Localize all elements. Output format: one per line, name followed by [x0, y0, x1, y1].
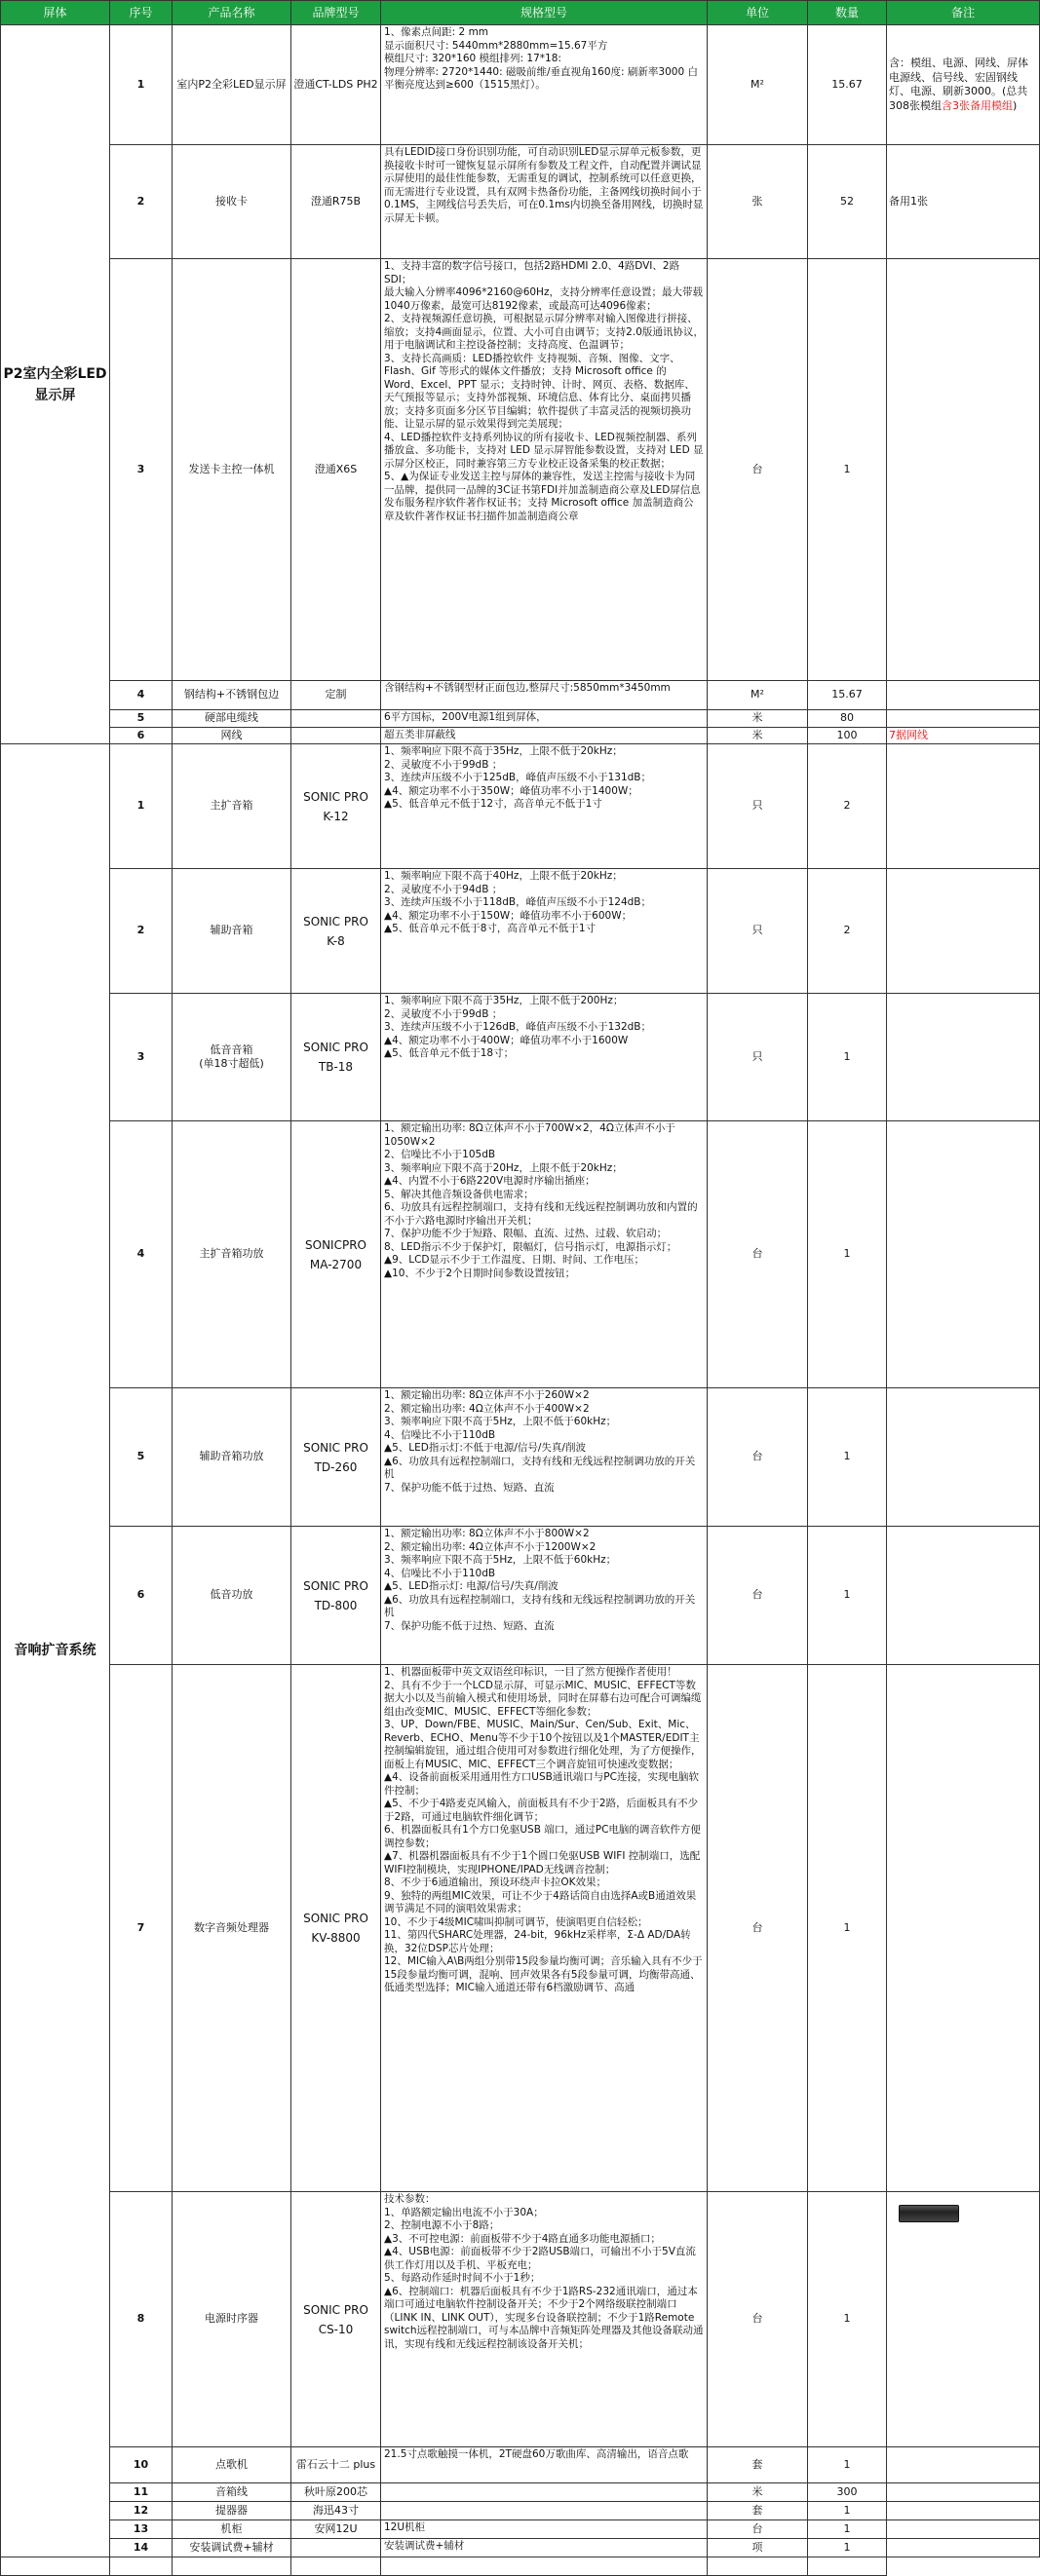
row-seq: 14 [110, 2539, 173, 2557]
row-seq: 1 [110, 744, 173, 869]
row-remark [887, 2192, 1040, 2447]
row-spec: 6平方国标，200V电源1组到屏体， [381, 710, 708, 728]
remark-text: 含：模组、电源、网线、屏体电源线、信号线、宏固钢线灯、电源、刷新3000。(总共308张模组 [889, 57, 1028, 112]
sequencer-device-image [899, 2205, 959, 2222]
row-remark [887, 869, 1040, 994]
row-spec: 21.5寸点歌触摸一体机，2T硬盘60万歌曲库、高清输出，语音点歌 [381, 2447, 708, 2483]
row-remark [887, 1665, 1040, 2192]
row-product: 辅助音箱功放 [173, 1388, 291, 1527]
row-spec: 技术参数： 1、单路额定输出电流不小于30A； 2、控制电源不小于8路； ▲3、不可控电源：前面板带不少于4路直通多功能电源插口； ▲4、USB电源：前面板带不少于2路USB端口，可输出不小于5V直流供工作灯用以及手机、平板充电； 5、每路动作延时时间不小于1秒； ▲6、控制端口：机器后面板具有不少于1路RS-232通讯端口，通过本端口可通过电脑软件控制设备开关；不少于2个网络级联控制端口（LINK IN、LINK OUT），实现多台设备联控制；不少于1路Remote switch远程控制端口，可与本品牌中音频矩阵处理器及其他设备联动通讯，实现有线和无线远程控制该设备开关机； [381, 2192, 708, 2447]
header-system: 屏体 [1, 1, 110, 25]
row-spec [381, 2483, 708, 2502]
row-seq: 3 [110, 994, 173, 1121]
row-qty: 1 [808, 259, 887, 681]
header-seq: 序号 [110, 1, 173, 25]
row-qty: 2 [808, 869, 887, 994]
row-product: 低音音箱 (单18寸超低) [173, 994, 291, 1121]
row-model: SONIC PRO TD-800 [291, 1527, 381, 1665]
table-row [1, 744, 1040, 869]
row-model: 雷石云十二 plus [291, 2447, 381, 2483]
row-unit: 套 [708, 2502, 808, 2520]
row-model [173, 2557, 291, 2576]
header-unit: 单位 [708, 1, 808, 25]
row-unit: 台 [708, 2520, 808, 2539]
row-qty: 300 [808, 2483, 887, 2502]
row-spec: 1、像素点间距: 2 mm 显示面积尺寸: 5440mm*2880mm=15.67平方 模组尺寸: 320*160 模组排列: 17*18: 物理分辨率: 2720*1440: 磁吸前维/垂直视角160度: 刷新率3000 白平衡亮度达到≥600（1515黑灯）。 [381, 25, 708, 145]
row-remark [887, 259, 1040, 681]
row-remark [887, 2520, 1040, 2539]
row-unit: 台 [708, 1121, 808, 1388]
header-brand-model: 品牌型号 [291, 1, 381, 25]
row-product: 硬部电缆线 [173, 710, 291, 728]
row-unit: 只 [708, 869, 808, 994]
row-unit: 项 [708, 2539, 808, 2557]
row-qty: 1 [808, 2192, 887, 2447]
row-qty: 1 [808, 1121, 887, 1388]
row-seq: 5 [110, 710, 173, 728]
row-qty: 1 [808, 2502, 887, 2520]
row-product: 音箱线 [173, 2483, 291, 2502]
row-spec: 1、频率响应下限不高于35Hz，上限不低于200Hz； 2、灵敏度不小于99dB ； 3、连续声压级不小于126dB，峰值声压级不小于132dB； ▲4、额定功率不小于400W；峰值功率不小于1600W ▲5、低音单元不低于18寸； [381, 994, 708, 1121]
row-remark [808, 2557, 887, 2576]
table-row [1, 259, 1040, 681]
row-product: 安装调试费+辅材 [173, 2539, 291, 2557]
row-spec: 1、额定输出功率: 8Ω立体声不小于700W×2，4Ω立体声不小于1050W×2 2、信噪比不小于105dB 3、频率响应下限不高于20Hz，上限不低于20kHz； ▲4、内置不小于6路220V电源时序输出插座； 5、解决其他音频设备供电需求； 6、功放具有远程控制端口，支持有线和无线远程控制调功放和内置的不小于六路电源时序输出开关机； 7、保护功能不少于短路、限幅、直流、过热、过载、软启动； 8、LED指示不少于保护灯，限幅灯，信号指示灯，电源指示灯； ▲9、LCD显示不少于工作温度、日期、时间、工作电压； ▲10、不少于2个日期时间参数设置按钮； [381, 1121, 708, 1388]
row-spec: 1、额定输出功率: 8Ω立体声不小于260W×2 2、额定输出功率: 4Ω立体声不小于400W×2 3、频率响应下限不高于5Hz，上限不低于60kHz； 4、信噪比不小于110dB ▲5、LED指示灯:不低于电源/信号/失真/削波 ▲6、功放具有远程控制端口，支持有线和无线远程控制调功放的开关机 7、保护功能不低于过热、短路、直流 [381, 1388, 708, 1527]
row-product: 发送卡主控一体机 [173, 259, 291, 681]
row-remark [887, 744, 1040, 869]
row-spec [381, 2502, 708, 2520]
row-remark [887, 2539, 1040, 2557]
row-spec: 超五类非屏蔽线 [381, 727, 708, 744]
table-row [1, 869, 1040, 994]
row-qty: 2 [808, 744, 887, 869]
row-seq: 1 [110, 25, 173, 145]
table-row [1, 2192, 1040, 2447]
row-seq: 7 [110, 1665, 173, 2192]
row-unit: 只 [708, 744, 808, 869]
table-row [1, 681, 1040, 710]
row-seq: 6 [110, 727, 173, 744]
header-spec: 规格型号 [381, 1, 708, 25]
row-seq [1, 2557, 110, 2576]
row-model [291, 2539, 381, 2557]
row-product: 接收卡 [173, 145, 291, 259]
row-unit: M² [708, 25, 808, 145]
header-product: 产品名称 [173, 1, 291, 25]
row-unit: 台 [708, 259, 808, 681]
row-unit: 套 [708, 2447, 808, 2483]
row-spec [291, 2557, 381, 2576]
row-spec: 1、机器面板带中英文双语丝印标识，一目了然方便操作者使用！ 2、具有不少于一个LCD显示屏，可显示MIC、MUSIC、EFFECT等数据大小以及当前输入模式和使用场景，同时在屏幕右边可配合可调编缆组由改变MIC、MUSIC、EFFECT等细化参数； 3、UP、Down/FBE、MUSIC、Main/Sur、Cen/Sub、Exit、Mic、Reverb、ECHO、Menu等不少于10个按钮以及1个MASTER/EDIT主控制编辑旋钮，通过组合使用可对参数进行细化处理，为了方便操作，面板上有MUSIC、MIC、EFFECT三个调音旋钮可快速改变数据； ▲4、设备前面板采用通用性方口USB通讯端口与PC连接，实现电脑软件控制； ▲5、不少于4路麦克风输入，前面板具有不少于2路，后面板具有不少于2路，可通过电脑软件细化调节； 6、机器面板具有1个方口免驱USB 端口，通过PC电脑的调音软件方便调控参数； ▲7、机器机器面板具有不少于1个圆口免驱USB WIFI 控制端口，选配WIFI控制模块，实现IPHONE/IPAD无线调音控制； 8、不少于6通道输出，预设环绕声卡拉OK效果； 9、独特的两组MIC效果，可让不少于4路话筒自由选择A或B通道效果调节满足不同的演唱效果需求； 10、不少于4级MIC啸叫抑制可调节，使演唱更自信轻松； 11、第四代SHARC处理器，24-bit，96kHz采样率，Σ-Δ AD/DA转换，32位DSP芯片处理； 12、MIC输入A\B两组分别带15段参量均衡可调；音乐输入具有不少于15段参量均衡可调，混响、回声效果各有5段参量可调，均衡带高通、低通类型选择；MIC输入通道还带有6档激励调节、高通 [381, 1665, 708, 2192]
row-unit: 只 [708, 994, 808, 1121]
row-qty: 80 [808, 710, 887, 728]
row-qty: 1 [808, 1388, 887, 1527]
row-remark [887, 2502, 1040, 2520]
row-product: 机柜 [173, 2520, 291, 2539]
row-product [110, 2557, 173, 2576]
row-model: SONIC PRO K-12 [291, 744, 381, 869]
row-model: 澄通CT-LDS PH2 [291, 25, 381, 145]
row-seq: 4 [110, 681, 173, 710]
row-remark: 备用1张 [887, 145, 1040, 259]
row-product: 电源时序器 [173, 2192, 291, 2447]
row-unit: 张 [708, 145, 808, 259]
row-qty: 52 [808, 145, 887, 259]
table-row [1, 25, 1040, 145]
row-seq: 8 [110, 2192, 173, 2447]
row-model [291, 727, 381, 744]
row-product: 室内P2全彩LED显示屏 [173, 25, 291, 145]
header-row [1, 1, 1040, 25]
group-led: P2室内全彩LED显示屏 [1, 25, 110, 744]
row-product: 数字音频处理器 [173, 1665, 291, 2192]
row-remark [887, 1527, 1040, 1665]
row-spec: 安装调试费+辅材 [381, 2539, 708, 2557]
row-seq: 11 [110, 2483, 173, 2502]
row-seq: 2 [110, 145, 173, 259]
table-row [1, 2557, 1040, 2576]
row-unit: 台 [708, 1388, 808, 1527]
row-product: 点歌机 [173, 2447, 291, 2483]
row-product: 主扩音箱 [173, 744, 291, 869]
row-unit: 台 [708, 1665, 808, 2192]
row-model [291, 710, 381, 728]
row-unit: 台 [708, 2192, 808, 2447]
row-product: 网线 [173, 727, 291, 744]
row-qty [708, 2557, 808, 2576]
table-row [1, 2502, 1040, 2520]
row-product: 提器器 [173, 2502, 291, 2520]
table-row [1, 2520, 1040, 2539]
row-model: 海迅43寸 [291, 2502, 381, 2520]
table-row [1, 2483, 1040, 2502]
row-spec: 含钢结构+不锈钢型材正面包边,整屏尺寸:5850mm*3450mm [381, 681, 708, 710]
row-seq: 6 [110, 1527, 173, 1665]
row-product: 辅助音箱 [173, 869, 291, 994]
row-spec: 1、频率响应下限不高于40Hz，上限不低于20kHz； 2、灵敏度不小于94dB ； 3、连续声压级不小于118dB，峰值声压级不小于124dB； ▲4、额定功率不小于150W；峰值功率不小于600W； ▲5、低音单元不低于8寸，高音单元不低于1寸 [381, 869, 708, 994]
row-model: SONIC PRO TB-18 [291, 994, 381, 1121]
table-row [1, 1665, 1040, 2192]
row-spec: 具有LEDID接口身份识别功能，可自动识别LED显示屏单元板参数，更换接收卡时可一键恢复显示屏所有参数及工程文件，自动配置并调试显示屏使用的最佳性能参数，无需重复的调试，控制系统可以任意更换，而无需进行专业设置，具有双网卡热备份功能，主备网线切换时间小于0.1MS，主网线信号丢失后，可在0.1ms内切换至备用网线，切换时显示屏无卡顿。 [381, 145, 708, 259]
row-remark [887, 710, 1040, 728]
row-model: 澄通X6S [291, 259, 381, 681]
row-remark [887, 1388, 1040, 1527]
row-qty: 15.67 [808, 25, 887, 145]
row-model: 秋叶原200芯 [291, 2483, 381, 2502]
row-product: 钢结构+不锈钢包边 [173, 681, 291, 710]
row-remark: 7据网线 [887, 727, 1040, 744]
row-qty: 1 [808, 994, 887, 1121]
row-model: 澄通R75B [291, 145, 381, 259]
row-qty: 1 [808, 2520, 887, 2539]
row-model: SONIC PRO KV-8800 [291, 1665, 381, 2192]
row-remark [887, 994, 1040, 1121]
row-unit: M² [708, 681, 808, 710]
row-unit: 台 [708, 1527, 808, 1665]
row-qty: 1 [808, 2447, 887, 2483]
row-qty: 1 [808, 1665, 887, 2192]
row-seq: 10 [110, 2447, 173, 2483]
table-row [1, 1527, 1040, 1665]
remark-red-text: 含3张备用模组 [942, 98, 1013, 112]
row-seq: 4 [110, 1121, 173, 1388]
row-unit: 米 [708, 710, 808, 728]
row-remark: 含：模组、电源、网线、屏体电源线、信号线、宏固钢线灯、电源、刷新3000。(总共308张模组含3张备用模组) [887, 25, 1040, 145]
row-product: 低音功放 [173, 1527, 291, 1665]
table-row [1, 1388, 1040, 1527]
group-audio: 音响扩音系统 [1, 744, 110, 2557]
table-row [1, 2447, 1040, 2483]
row-unit: 米 [708, 727, 808, 744]
table-row [1, 994, 1040, 1121]
row-remark [887, 681, 1040, 710]
row-qty: 15.67 [808, 681, 887, 710]
row-spec: 1、支持丰富的数字信号接口，包括2路HDMI 2.0、4路DVI、2路SDI； 最大输入分辨率4096*2160@60Hz，支持分辨率任意设置；最大带载1040万像素，最宽可达8192像素，或最高可达4096像素； 2、支持视频源任意切换，可根据显示屏分辨率对输入图像进行拼接、缩放；支持4画面显示，位置、大小可自由调节；支持2.0版通讯协议，用于电脑调试和主控设备控制；支持高度、色温调节； 3、支持长高画质：LED播控软件 支持视频、音频、图像、文字、Flash、Gif 等形式的媒体文件播放；支持 Microsoft office 的 Word、Excel、PPT 显示；支持时钟、计时、网页、表格、数据库、天气预报等显示；支持外部视频、环境信息、体育比分、桌面拷贝播放；支持多页面多分区节目编辑；软件提供了丰富灵活的视频切换功能、让显示屏的显示效果得到完美展现； 4、LED播控软件支持系列协议的所有接收卡、LED视频控制器、系列播放盒、多功能卡，支持对 LED 显示屏智能参数设置，支持对 LED 显示屏分区校正，同时兼容第三方专业校正设备采集的校正数据； 5、▲为保证专业发送主控与屏体的兼容性，发送主控需与接收卡为同一品牌，提供同一品牌的3C证书第FDI并加盖制造商公章及LED屏信息发布服务程序软件著作权证书；支持 Microsoft office 加盖制造商公章及软件著作权证书扫描件加盖制造商公章 [381, 259, 708, 681]
table-row [1, 710, 1040, 728]
row-seq: 5 [110, 1388, 173, 1527]
row-model: 定制 [291, 681, 381, 710]
row-product: 主扩音箱功放 [173, 1121, 291, 1388]
row-model: 安网12U [291, 2520, 381, 2539]
row-seq: 3 [110, 259, 173, 681]
row-model: SONIC PRO TD-260 [291, 1388, 381, 1527]
row-remark [887, 1121, 1040, 1388]
table-row [1, 2539, 1040, 2557]
row-spec: 1、额定输出功率: 8Ω立体声不小于800W×2 2、额定输出功率: 4Ω立体声不小于1200W×2 3、频率响应下限不高于5Hz，上限不低于60kHz； 4、信噪比不小于110dB ▲5、LED指示灯: 电源/信号/失真/削波 ▲6、功放具有远程控制端口，支持有线和无线远程控制调功放的开关机 7、保护功能不低于过热、短路、直流 [381, 1527, 708, 1665]
header-remark: 备注 [887, 1, 1040, 25]
row-model: SONIC PRO K-8 [291, 869, 381, 994]
row-model: SONICPRO MA-2700 [291, 1121, 381, 1388]
row-seq: 13 [110, 2520, 173, 2539]
row-seq: 12 [110, 2502, 173, 2520]
table-row [1, 145, 1040, 259]
row-qty: 1 [808, 1527, 887, 1665]
row-seq: 2 [110, 869, 173, 994]
row-spec: 12U机柜 [381, 2520, 708, 2539]
table-row [1, 727, 1040, 744]
row-qty: 1 [808, 2539, 887, 2557]
header-qty: 数量 [808, 1, 887, 25]
row-spec: 1、频率响应下限不高于35Hz，上限不低于20kHz； 2、灵敏度不小于99dB ； 3、连续声压级不小于125dB，峰值声压级不小于131dB； ▲4、额定功率不小于350W；峰值功率不小于1400W； ▲5、低音单元不低于12寸，高音单元不低于1寸 [381, 744, 708, 869]
row-model: SONIC PRO CS-10 [291, 2192, 381, 2447]
row-unit: 米 [708, 2483, 808, 2502]
row-remark [887, 2447, 1040, 2483]
row-qty: 100 [808, 727, 887, 744]
row-remark [887, 2483, 1040, 2502]
table-row [1, 1121, 1040, 1388]
row-unit [381, 2557, 708, 2576]
